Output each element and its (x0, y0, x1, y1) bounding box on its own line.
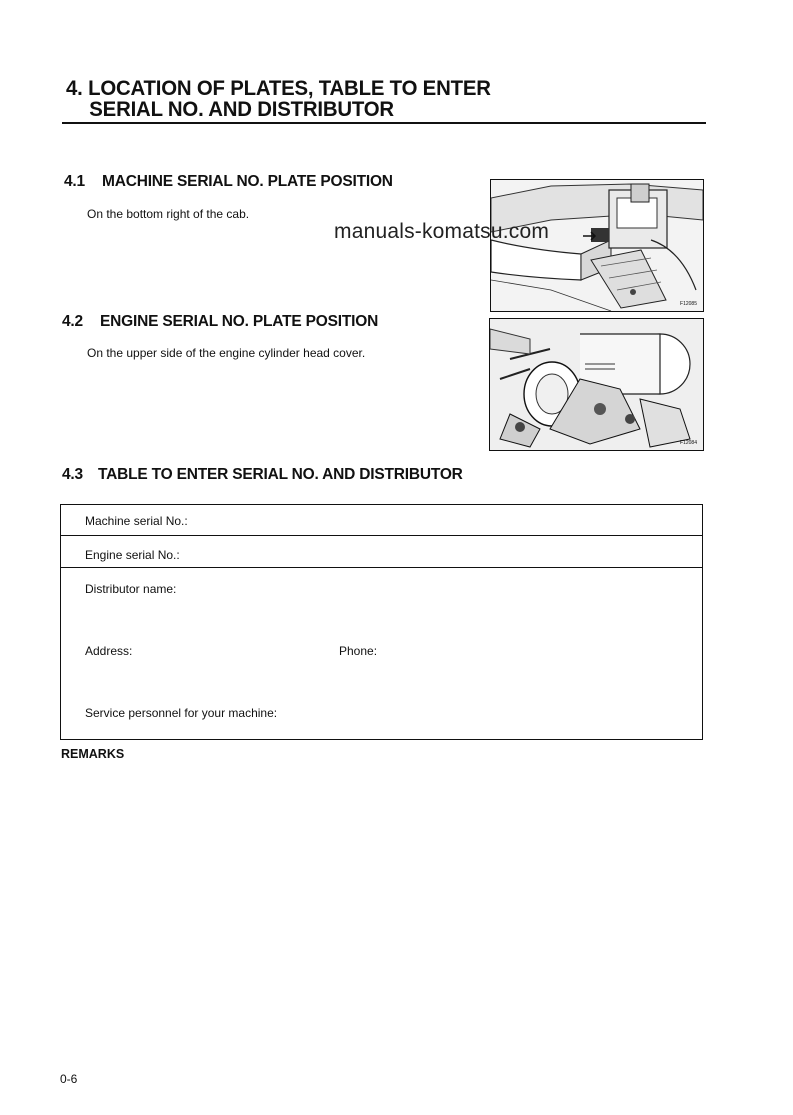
figure-label: F12084 (680, 440, 697, 446)
phone-field[interactable]: Phone: (339, 644, 378, 658)
service-personnel-field[interactable]: Service personnel for your machine: (85, 706, 278, 720)
section-title: ENGINE SERIAL NO. PLATE POSITION (100, 313, 379, 330)
cab-illustration (491, 180, 703, 311)
page-number: 0-6 (60, 1072, 78, 1086)
page-title (66, 78, 491, 120)
section-4-3-heading (62, 466, 463, 484)
distributor-name-field[interactable]: Distributor name: (85, 582, 177, 596)
section-4-2-text: On the upper side of the engine cylinder head cover. (87, 346, 366, 360)
table-divider (61, 535, 702, 536)
engine-plate-photo (489, 318, 704, 451)
title-underline (62, 122, 706, 124)
section-title: TABLE TO ENTER SERIAL NO. AND DISTRIBUTOR (98, 466, 463, 483)
figure-label: F12085 (680, 301, 697, 307)
serial-distributor-table (60, 504, 703, 740)
section-number: 4.3 (62, 466, 83, 483)
section-4-1-heading (64, 173, 393, 191)
table-divider (61, 567, 702, 568)
section-4-1-text: On the bottom right of the cab. (87, 207, 250, 221)
section-title: MACHINE SERIAL NO. PLATE POSITION (102, 173, 393, 190)
watermark: manuals-komatsu.com (334, 220, 550, 243)
section-number: 4.1 (64, 173, 85, 190)
section-number: 4.2 (62, 313, 83, 330)
address-field[interactable]: Address: (85, 644, 133, 658)
cab-plate-photo (490, 179, 704, 312)
section-4-2-heading (62, 313, 378, 331)
remarks-heading: REMARKS (61, 747, 125, 761)
engine-serial-field[interactable]: Engine serial No.: (85, 548, 180, 562)
page-title-line1: 4. LOCATION OF PLATES, TABLE TO ENTER (66, 77, 491, 100)
machine-serial-field[interactable]: Machine serial No.: (85, 514, 188, 528)
page-title-line2: SERIAL NO. AND DISTRIBUTOR (89, 98, 394, 121)
engine-illustration (490, 319, 703, 450)
